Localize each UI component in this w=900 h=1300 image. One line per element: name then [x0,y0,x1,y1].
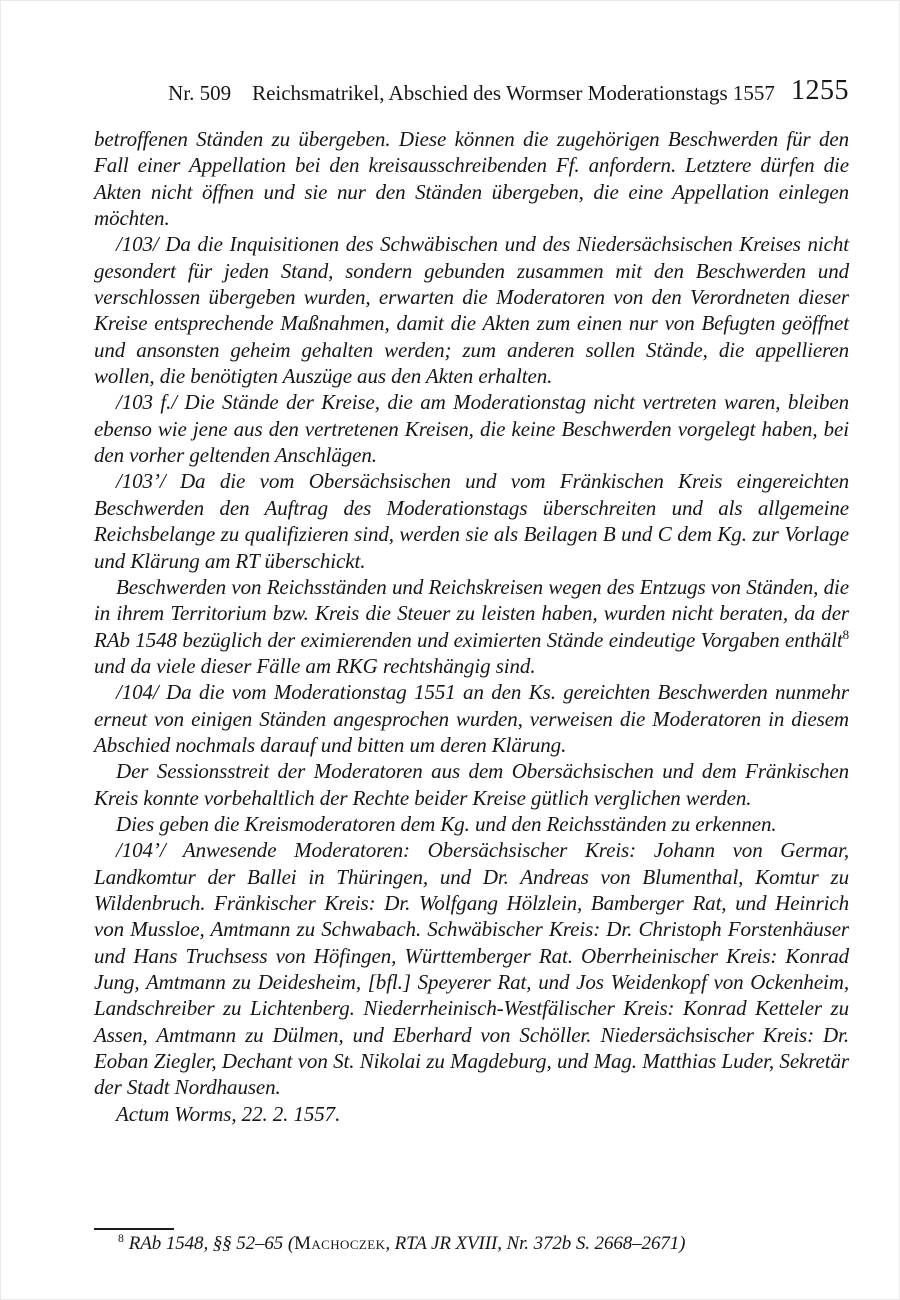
paragraph: /103/ Da die Inquisitionen des Schwäbischen und des Niedersächsischen Kreises nicht gesondert für jeden Stand, sondern gebunden zusammen mit den Beschwerden und verschlossen übergeben wurden, erwarten die Moderatoren von den Verordneten dieser Kreise entsprechende Maßnahmen, damit die Akten zum einen nur von Befugten geöffnet und ansonsten geheim gehalten werden; zum anderen sollen Stände, die appellieren wollen, die benötigten Auszüge aus den Akten erhalten. [94,232,849,389]
paragraph: /104’/ Anwesende Moderatoren: Obersächsischer Kreis: Johann von Germar, Landkomtur der Ballei in Thüringen, und Dr. Andreas von Blumenthal, Komtur zu Wildenbruch. Fränkischer Kreis: Dr. Wolfgang Hölzlein, Bamberger Rat, und Heinrich von Mussloe, Amtmann zu Schwabach. Schwäbischer Kreis: Dr. Christoph Forstenhäuser und Hans Truchsess von Höfingen, Württemberger Rat. Oberrheinischer Kreis: Konrad Jung, Amtmann zu Deidesheim, [bfl.] Speyerer Rat, und Jos Weidenkopf von Ockenheim, Landschreiber zu Lichtenberg. Niederrheinisch-Westfälischer Kreis: Konrad Ketteler zu Assen, Amtmann zu Dülmen, und Eberhard von Schöller. Niedersächsischer Kreis: Dr. Eoban Ziegler, Dechant von St. Nikolai zu Magdeburg, und Mag. Matthias Luder, Sekretär der Stadt Nordhausen. [94,838,849,1100]
running-title: Reichsmatrikel, Abschied des Wormser Moderationstags 1557 [252,81,775,105]
footnote-text-part1: RAb 1548, §§ 52–65 ( [128,1233,295,1254]
footnote-marker: 8 [118,1231,124,1245]
paragraph: /103 f./ Die Stände der Kreise, die am Moderationstag nicht vertreten waren, bleiben ebenso wie jene aus den vertretenen Kreisen, die keine Beschwerden vorgelegt haben, bei den vorher geltenden Anschlägen. [94,390,849,468]
running-header-center [94,81,849,106]
footnote-text-part2: , RTA JR XVIII, Nr. 372b S. 2668–2671) [385,1233,686,1254]
footnote-reference-mark: 8 [842,626,849,642]
paragraph-text-after-footnote-ref: und da viele dieser Fälle am RKG rechtshängig sind. [94,653,536,678]
paragraph [94,574,849,679]
paragraph: /103’/ Da die vom Obersächsischen und vom Fränkischen Kreis eingereichten Beschwerden den Auftrag des Moderationstags überschreiten und als allgemeine Reichsbelange zu qualifizieren sind, werden sie als Beilagen B und C dem Kg. zur Vorlage und Klärung am RT überschickt. [94,469,849,573]
document-number: Nr. 509 [168,81,232,105]
main-text-block [94,126,849,1127]
paragraph: Der Sessionsstreit der Moderatoren aus dem Obersächsischen und dem Fränkischen Kreis konnte vorbehaltlich der Rechte beider Kreise gütlich verglichen werden. [94,759,849,810]
running-header [94,75,849,106]
paragraph-actum-dateline: Actum Worms, 22. 2. 1557. [116,1101,341,1126]
footnote [94,1233,849,1255]
footnote-section [94,1228,849,1255]
paragraph: /104/ Da die vom Moderationstag 1551 an den Ks. gereichten Beschwerden nunmehr erneut von einigen Ständen angesprochen wurden, verweisen die Moderatoren in diesem Abschied nochmals darauf und bitten um deren Klärung. [94,680,849,757]
page-number: 1255 [791,75,849,106]
paragraph: betroffenen Ständen zu übergeben. Diese können die zugehörigen Beschwerden für den Fall einer Appellation bei den kreisausschreibenden Ff. anfordern. Letztere dürfen die Akten nicht öffnen und sie nur den Ständen übergeben, die eine Appellation einlegen möchten. [94,127,849,231]
footnote-author-smallcaps: Machoczek [294,1233,386,1254]
paragraph: Dies geben die Kreismoderatoren dem Kg. und den Reichsständen zu erkennen. [116,811,777,836]
footnote-separator-rule [94,1228,174,1230]
paragraph-text-before-footnote-ref: Beschwerden von Reichsständen und Reichskreisen wegen des Entzugs von Ständen, die in ihrem Territorium bzw. Kreis die Steuer zu leisten haben, wurden nicht beraten, da der RAb 1548 bezüglich der eximierenden und eximierten Stände eindeutige Vorgaben enthält [94,574,849,652]
